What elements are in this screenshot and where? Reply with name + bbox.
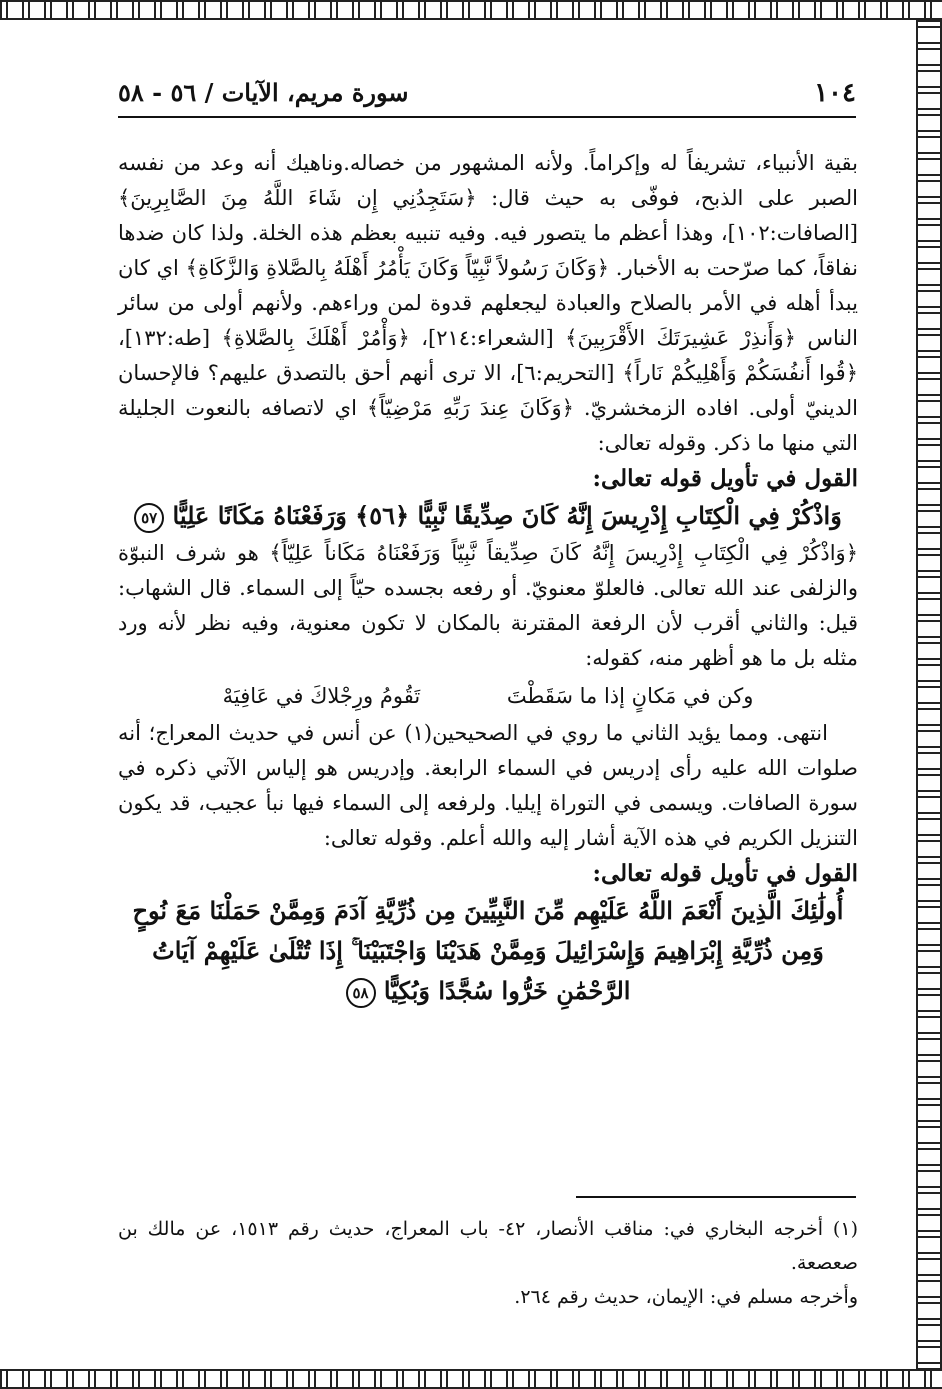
- paragraph-3: انتهى. ومما يؤيد الثاني ما روي في الصحيحين(١) عن أنس في حديث المعراج؛ أنه صلوات الله عليه رأى إدريس في السماء الرابعة. وإدريس هو إلياس الآتي ذكره في سورة الصافات. ويسمى في التوراة إيليا. ولرفعه إلى السماء فيها نبأ عجيب، قد يكون التنزيل الكريم في هذه الآية أشار إليه والله أعلم. وقوله تعالى:: [118, 721, 858, 850]
- quran-verse-2-text: أُولَٰئِكَ الَّذِينَ أَنْعَمَ اللَّهُ عَلَيْهِم مِّنَ النَّبِيِّينَ مِن ذُرِّيَّةِ آدَمَ وَمِمَّنْ حَمَلْنَا مَعَ نُوحٍ وَمِن ذُرِّيَّةِ إِبْرَاهِيمَ وَإِسْرَائِيلَ وَمِمَّنْ هَدَيْنَا وَاجْتَبَيْنَا ۚ إِذَا تُتْلَىٰ عَلَيْهِمْ آيَاتُ الرَّحْمَٰنِ خَرُّوا سُجَّدًا وَبُكِيًّا: [132, 896, 844, 1005]
- running-title: سورة مريم، الآيات / ٥٦ - ٥٨: [118, 78, 409, 107]
- footnote-separator: [576, 1196, 856, 1198]
- verse-number-badge: ٥٧: [134, 503, 164, 533]
- poetry-hemistich-left: تَقُومُ ورِجْلاكَ في عَافِيَهْ: [222, 684, 421, 708]
- paragraph-2: ﴿وَاذْكُرْ فِي الْكِتَابِ إِدْرِيسَ إِنَّهُ كَانَ صِدِّيقاً نَّبِيّاً وَرَفَعْنَاهُ مَكَاناً عَلِيّاً﴾ هو شرف النبوّة والزلفى عند الله تعالى. فالعلوّ معنويّ. أو رفعه بجسده حيّاً إلى السماء. قال الشهاب: قيل: والثاني أقرب لأن الرفعة المقترنة بالمكان لا تكون معنوية، وفيه نظر لأنه ورد مثله بل ما هو أظهر منه، كقوله:: [118, 541, 858, 670]
- page-body: [118, 146, 858, 1011]
- verse-number-badge: ٥٨: [346, 978, 376, 1008]
- footnote-2: وأخرجه مسلم في: الإيمان، حديث رقم ٢٦٤.: [514, 1286, 858, 1308]
- decorative-border-right: [916, 20, 942, 1369]
- footnote-1: (١) أخرجه البخاري في: مناقب الأنصار، ٤٢- باب المعراج، حديث رقم ١٥١٣، عن مالك بن صعصعة.: [118, 1218, 858, 1274]
- paragraph-1: بقية الأنبياء، تشريفاً له وإكراماً. ولأنه المشهور من خصاله.وناهيك أنه وعد من نفسه الصبر على الذبح، فوفّى به حيث قال: ﴿سَتَجِدُنِي إِن شَاءَ اللَّهُ مِنَ الصَّابِرِينَ﴾ [الصافات:١٠٢]، وهذا أعظم ما يتصور فيه. وفيه تنبيه بعظم هذه الخلة. ولذا كان ضدها نفاقاً، كما صرّحت به الأخبار. ﴿وَكَانَ رَسُولاً نَّبِيّاً وَكَانَ يَأْمُرُ أَهْلَهُ بِالصَّلاةِ وَالزَّكَاةِ﴾ اي كان يبدأ أهله في الأمر بالصلاح والعبادة ليجعلهم قدوة لمن وراءهم. ولأنهم أولى من سائر الناس ﴿وَأَنذِرْ عَشِيرَتَكَ الأَقْرَبِينَ﴾ [الشعراء:٢١٤]، ﴿وَأْمُرْ أَهْلَكَ بِالصَّلاةِ﴾ [طه:١٣٢]، ﴿قُوا أَنفُسَكُمْ وَأَهْلِيكُمْ نَاراً﴾ [التحريم:٦]، الا ترى أنهم أحق بالتصدق عليهم؟ فالإحسان الدينيّ أولى. افاده الزمخشريّ. ﴿وَكَانَ عِندَ رَبِّهِ مَرْضِيّاً﴾ اي لاتصافه بالنعوت الجليلة التي منها ما ذكر. وقوله تعالى:: [118, 151, 858, 455]
- section-heading-2: القول في تأويل قوله تعالى:: [592, 860, 858, 887]
- footnotes: [118, 1212, 858, 1314]
- section-heading-1: القول في تأويل قوله تعالى:: [592, 465, 858, 492]
- poetry-line: [118, 676, 858, 716]
- decorative-border-top: [0, 0, 942, 20]
- quran-verse-1: [118, 496, 858, 536]
- decorative-border-bottom: [0, 1369, 942, 1389]
- quran-verse-1-text: وَاذْكُرْ فِي الْكِتَابِ إِدْرِيسَ إِنَّهُ كَانَ صِدِّيقًا نَّبِيًّا ﴿٥٦﴾ وَرَفَعْنَاهُ مَكَانًا عَلِيًّا: [172, 501, 842, 530]
- page-header: [118, 78, 856, 118]
- page-number: ١٠٤: [814, 78, 856, 108]
- quran-verse-2: [118, 891, 858, 1011]
- poetry-hemistich-right: وكن في مَكانٍ إذا ما سَقَطْتَ: [506, 684, 754, 708]
